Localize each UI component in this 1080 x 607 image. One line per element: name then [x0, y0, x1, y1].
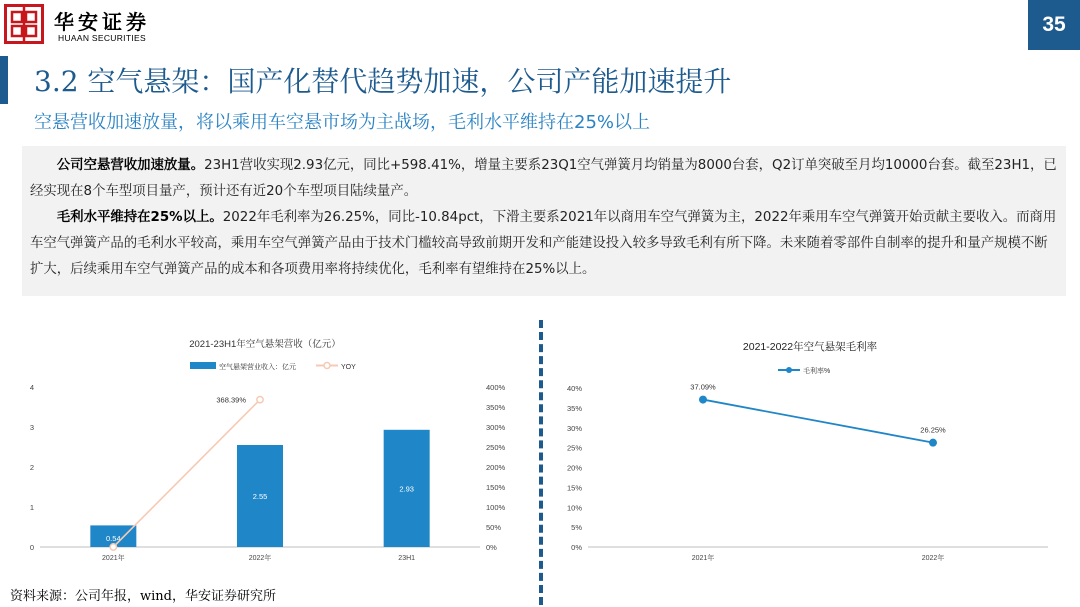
- title-accent-bar: [0, 56, 8, 104]
- y-tick-label: 30%: [566, 423, 582, 433]
- margin-point-label: 26.25%: [920, 425, 946, 435]
- revenue-bar-label: 2.93: [399, 484, 414, 494]
- paragraph-margin-text: 2022年毛利率为26.25%，同比-10.84pct，下滑主要系2021年以商用车空气弹簧为主，2022年乘用车空气弹簧开始贡献主要收入。而商用车空气弹簧产品的毛利水平较高，乘用车空气弹簧产品由于技术门槛较高导致前期开发和产能建设投入较多导致毛利有所下降。未来随着零部件自制率的提升和量产规模不断扩大，后续乘用车空气弹簧产品的成本和各项费用率将持续优化，毛利率有望维持在25%以上。: [30, 210, 1057, 277]
- page-subtitle: 空悬营收加速放量，将以乘用车空悬市场为主战场，毛利水平维持在25%以上: [34, 112, 651, 133]
- y-tick-label: 0%: [571, 543, 582, 552]
- legend-line-label: 毛利率%: [803, 368, 831, 375]
- y2-tick-label: 50%: [486, 523, 502, 532]
- y2-tick-label: 200%: [486, 463, 506, 472]
- x-tick-label: 23H1: [398, 555, 416, 562]
- x-tick-label: 2022年: [921, 555, 945, 562]
- legend-line-marker: [786, 367, 792, 373]
- margin-point-label: 37.09%: [690, 382, 716, 392]
- huaan-logo-icon: [4, 4, 44, 44]
- margin-chart: [548, 325, 1068, 585]
- revenue-chart: [0, 325, 530, 585]
- logo-chinese-name: 华安证券: [54, 10, 150, 34]
- summary-textbox: [22, 146, 1066, 296]
- revenue-bar-label: 2.55: [252, 492, 268, 501]
- chart-title: 2021-2022年空气悬架毛利率: [742, 341, 878, 353]
- paragraph-revenue-heading: 公司空悬营收加速放量。: [56, 158, 205, 173]
- logo-english-name: HUAAN SECURITIES: [58, 33, 146, 43]
- y2-tick-label: 250%: [486, 443, 506, 452]
- x-tick-label: 2021年: [102, 555, 125, 562]
- x-tick-label: 2022年: [248, 555, 272, 562]
- y2-tick-label: 0%: [486, 543, 497, 552]
- margin-line: [703, 400, 933, 443]
- legend-bar-swatch: [190, 362, 216, 369]
- y2-tick-label: 350%: [486, 403, 506, 412]
- y-tick-label: 5%: [571, 523, 582, 533]
- yoy-point-label: 368.39%: [216, 395, 246, 405]
- y-tick-label: 0: [29, 543, 34, 552]
- legend-bar-label: 空气悬架营业收入：亿元: [219, 364, 296, 371]
- paragraph-revenue: [22, 153, 1066, 205]
- source-note: 资料来源：公司年报，wind，华安证券研究所: [10, 589, 276, 604]
- y-tick-label: 40%: [566, 384, 582, 393]
- y2-tick-label: 150%: [486, 483, 506, 492]
- chart-title: 2021-23H1年空气悬架营收（亿元）: [189, 339, 341, 350]
- y2-tick-label: 100%: [486, 503, 506, 512]
- paragraph-margin: [22, 205, 1066, 283]
- paragraph-margin-heading: 毛利水平维持在25%以上。: [56, 210, 223, 225]
- margin-point: [929, 439, 937, 447]
- yoy-point: [110, 544, 116, 550]
- page-title: 3.2 空气悬架：国产化替代趋势加速，公司产能加速提升: [34, 65, 732, 98]
- y-tick-label: 10%: [566, 503, 582, 513]
- y-tick-label: 4: [29, 383, 34, 392]
- y-tick-label: 35%: [566, 403, 582, 413]
- y-tick-label: 1: [29, 503, 34, 512]
- page-number: 35: [1028, 0, 1080, 50]
- legend-line-marker: [324, 363, 330, 369]
- x-tick-label: 2021年: [691, 555, 715, 562]
- y2-tick-label: 400%: [486, 383, 506, 392]
- chart-divider: [539, 320, 543, 605]
- revenue-bar-label: 0.54: [106, 534, 121, 543]
- yoy-point: [257, 396, 263, 402]
- y-tick-label: 15%: [566, 483, 582, 493]
- y-tick-label: 25%: [566, 443, 582, 453]
- y-tick-label: 2: [29, 463, 34, 472]
- margin-point: [699, 396, 707, 404]
- y-tick-label: 3: [29, 423, 34, 432]
- y-tick-label: 20%: [566, 463, 582, 473]
- paragraph-revenue-text: 23H1营收实现2.93亿元，同比+598.41%，增量主要系23Q1空气弹簧月均销量为8000台套，Q2订单突破至月均10000台套。截至23H1，已经实现在8个车型项目量产，预计还有近20个车型项目陆续量产。: [30, 158, 1057, 199]
- y2-tick-label: 300%: [486, 423, 506, 432]
- legend-line-label: YOY: [341, 364, 356, 371]
